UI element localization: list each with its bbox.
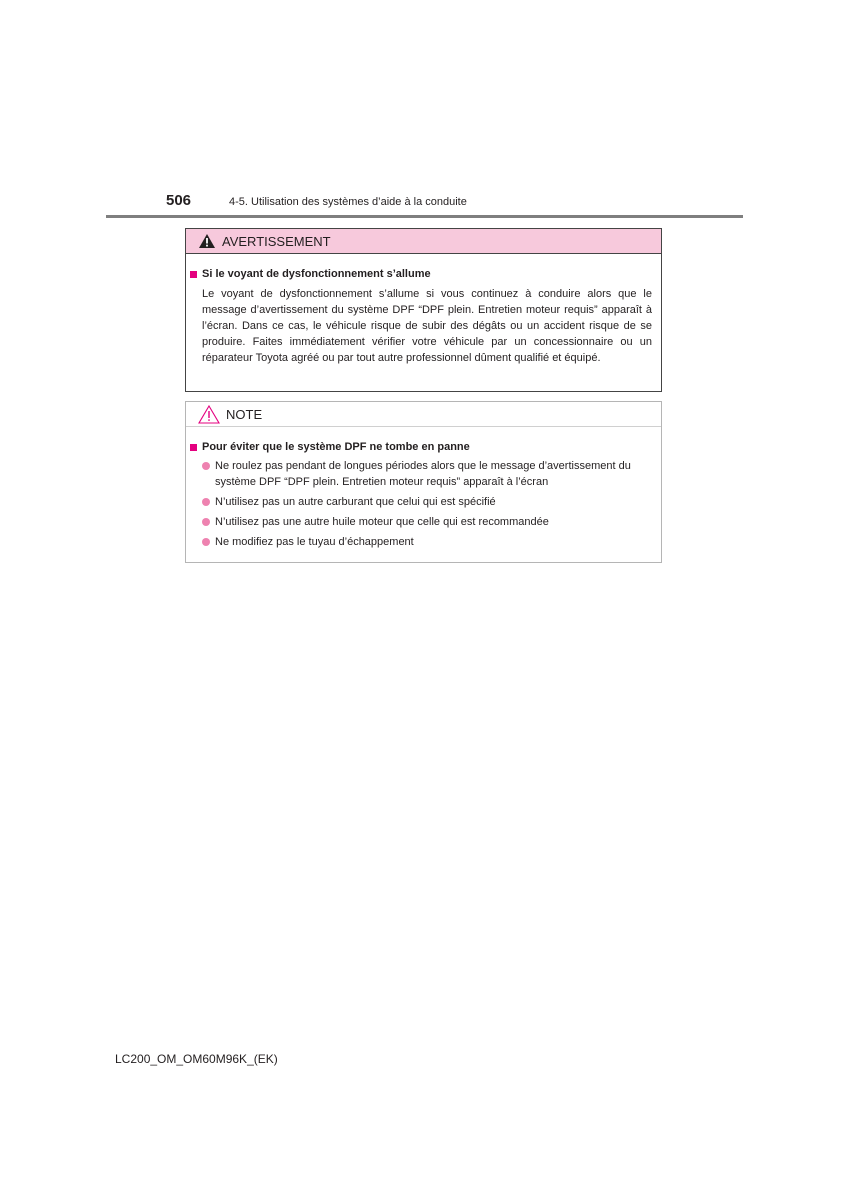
- list-item-text: N’utilisez pas une autre huile moteur que celle qui est recommandée: [215, 516, 549, 528]
- section-title: 4-5. Utilisation des systèmes d’aide à la conduite: [229, 196, 467, 208]
- note-subheading-text: Pour éviter que le système DPF ne tombe en panne: [202, 441, 470, 453]
- note-body: [186, 427, 661, 550]
- bullet-dot-icon: [202, 462, 210, 470]
- note-list: [202, 458, 652, 550]
- list-item-text: Ne modifiez pas le tuyau d’échappement: [215, 536, 414, 548]
- note-title: NOTE: [226, 406, 263, 422]
- warning-paragraph: Le voyant de dysfonctionnement s’allume si vous continuez à conduire alors que le message d’avertissement du système DPF “DPF plein. Entretien moteur requis” apparaît à l’écran. Dans ce cas, le véhicule risque de subir des dégâts ou un accident risque de se produire. Faites immédiatement vérifier votre véhicule par un concessionnaire ou un réparateur Toyota agréé ou par tout autre professionnel dûment qualifié et équipé.: [202, 288, 652, 364]
- warning-title: AVERTISSEMENT: [222, 233, 331, 249]
- caution-triangle-icon: [198, 405, 220, 424]
- bullet-dot-icon: [202, 538, 210, 546]
- square-bullet-icon: [190, 271, 197, 278]
- list-item: [202, 494, 652, 510]
- note-box: [185, 401, 662, 563]
- warning-box: [185, 228, 662, 392]
- list-item: [202, 514, 652, 530]
- footer-code: LC200_OM_OM60M96K_(EK): [115, 1052, 278, 1066]
- warning-subheading-text: Si le voyant de dysfonctionnement s’allume: [202, 268, 431, 280]
- bullet-dot-icon: [202, 498, 210, 506]
- warning-header: [186, 229, 661, 254]
- warning-body: [186, 254, 661, 366]
- bullet-dot-icon: [202, 518, 210, 526]
- warning-subheading: [190, 266, 652, 282]
- page-number: 506: [166, 192, 192, 209]
- list-item-text: N’utilisez pas un autre carburant que celui qui est spécifié: [215, 496, 496, 508]
- list-item: [202, 534, 652, 550]
- square-bullet-icon: [190, 444, 197, 451]
- note-header: [186, 402, 661, 427]
- note-subheading: [190, 439, 652, 455]
- list-item: [202, 458, 652, 490]
- header-rule: [106, 215, 743, 218]
- list-item-text: Ne roulez pas pendant de longues périodes alors que le message d’avertissement du système DPF “DPF plein. Entretien moteur requis” apparaît à l’écran: [215, 460, 631, 488]
- warning-triangle-icon: [198, 233, 216, 249]
